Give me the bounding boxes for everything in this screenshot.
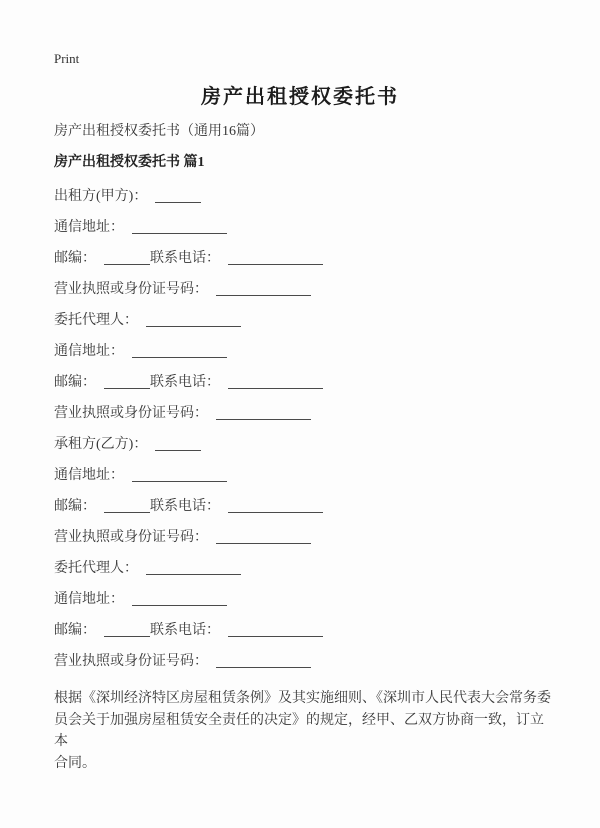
field-label: 出租方(甲方)： (54, 189, 148, 204)
blank-line (216, 655, 311, 668)
subtitle: 房产出租授权委托书（通用16篇） (54, 124, 264, 139)
field-label: 通信地址： (54, 468, 124, 483)
form-row (54, 281, 600, 312)
field-label: 邮编： (54, 623, 96, 638)
form-row (54, 467, 600, 498)
blank-line (155, 190, 201, 203)
form-row (54, 591, 600, 622)
blank-line (216, 407, 311, 420)
blank-line (146, 562, 241, 575)
form-row (54, 374, 600, 405)
field-label: 营业执照或身份证号码： (54, 406, 208, 421)
field-label: 邮编： (54, 251, 96, 266)
form-row (54, 560, 600, 591)
field-label: 通信地址： (54, 220, 124, 235)
print-link[interactable]: Print (54, 51, 80, 66)
blank-line (104, 500, 150, 513)
blank-line (132, 345, 227, 358)
form-row (54, 343, 600, 374)
closing-paragraph (54, 688, 552, 774)
field-label: 联系电话： (150, 623, 220, 638)
blank-line (228, 624, 323, 637)
blank-line (132, 221, 227, 234)
form-row (54, 436, 600, 467)
blank-line (155, 438, 201, 451)
field-label: 营业执照或身份证号码： (54, 654, 208, 669)
blank-line (104, 252, 150, 265)
form-row (54, 405, 600, 436)
form-row (54, 250, 600, 281)
form-row (54, 653, 600, 684)
field-label: 通信地址： (54, 592, 124, 607)
field-label: 委托代理人： (54, 561, 138, 576)
form-row (54, 622, 600, 653)
field-label: 承租方(乙方)： (54, 437, 148, 452)
blank-line (228, 376, 323, 389)
form-row (54, 498, 600, 529)
form-fields (54, 188, 600, 684)
blank-line (104, 376, 150, 389)
page-title: 房产出租授权委托书 (201, 86, 399, 108)
field-label: 邮编： (54, 375, 96, 390)
field-label: 委托代理人： (54, 313, 138, 328)
field-label: 通信地址： (54, 344, 124, 359)
blank-line (216, 531, 311, 544)
blank-line (132, 469, 227, 482)
paragraph-line: 合同。 (54, 755, 96, 771)
blank-line (228, 500, 323, 513)
field-label: 联系电话： (150, 251, 220, 266)
paragraph-line: 员会关于加强房屋租赁安全责任的决定》的规定，经甲、乙双方协商一致，订立本 (54, 712, 544, 749)
blank-line (132, 593, 227, 606)
section-heading: 房产出租授权委托书 篇1 (54, 155, 205, 170)
paragraph-line: 根据《深圳经济特区房屋租赁条例》及其实施细则、《深圳市人民代表大会常务委 (54, 691, 551, 706)
field-label: 联系电话： (150, 375, 220, 390)
form-row (54, 529, 600, 560)
blank-line (146, 314, 241, 327)
field-label: 营业执照或身份证号码： (54, 282, 208, 297)
field-label: 联系电话： (150, 499, 220, 514)
form-row (54, 219, 600, 250)
blank-line (104, 624, 150, 637)
blank-line (216, 283, 311, 296)
blank-line (228, 252, 323, 265)
field-label: 营业执照或身份证号码： (54, 530, 208, 545)
form-row (54, 312, 600, 343)
form-row (54, 188, 600, 219)
field-label: 邮编： (54, 499, 96, 514)
